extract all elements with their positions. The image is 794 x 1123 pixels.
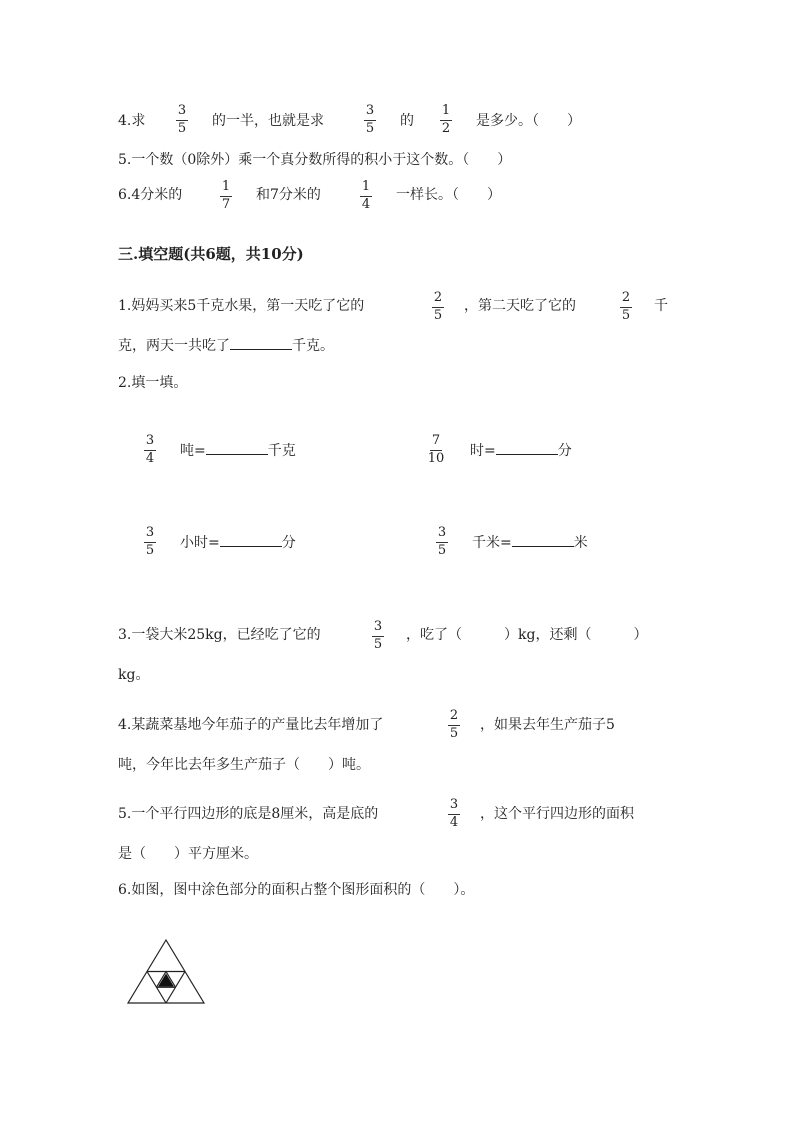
- fill-q1-text-b: ，第二天吃了它的: [464, 298, 576, 314]
- judge-q5-text: 5.一个数（0除外）乘一个真分数所得的积小于这个数。（ ）: [118, 152, 512, 168]
- judge-q4-text-a: 4.求: [118, 113, 146, 129]
- judge-q6-text-b: 和7分米的: [256, 187, 321, 203]
- fill-q1-text-a: 1.妈妈买来5千克水果，第一天吃了它的: [118, 298, 365, 314]
- fill-q2-item2: 时= 分: [470, 440, 572, 460]
- fraction: 1 4: [361, 179, 371, 212]
- triangle-figure: [126, 938, 208, 1006]
- fill-q5-text-b: ，这个平行四边形的面积: [480, 806, 634, 822]
- fraction: 3 5: [437, 525, 447, 558]
- fraction: 2 5: [621, 290, 631, 323]
- fill-q5-text-a: 5.一个平行四边形的底是8厘米，高是底的: [118, 806, 379, 822]
- judge-q4-text-b: 的一半，也就是求: [212, 113, 324, 129]
- fraction: 3 5: [145, 525, 155, 558]
- answer-blank[interactable]: [496, 440, 558, 455]
- answer-blank[interactable]: [512, 532, 574, 547]
- fraction: 3 4: [449, 797, 459, 830]
- answer-blank[interactable]: [230, 335, 292, 350]
- fill-q2-title: 2.填一填。: [118, 375, 188, 391]
- fill-q2-item3: 小时= 分: [180, 532, 296, 552]
- answer-blank[interactable]: [206, 440, 268, 455]
- fill-q4-line2: 吨，今年比去年多生产茄子（ ）吨。: [118, 757, 370, 773]
- fraction: 2 5: [433, 290, 443, 323]
- fraction: 1 2: [441, 103, 451, 136]
- fill-q3-text-b: ，吃了（ ）kg，还剩（ ）: [406, 627, 648, 643]
- fill-q3-line2: kg。: [118, 667, 150, 683]
- fill-q2-item1: 吨= 千克: [180, 440, 296, 460]
- judge-q4-text-c: 的: [400, 113, 414, 129]
- fill-q4-text-b: ，如果去年生产茄子5: [480, 717, 615, 733]
- fill-q2-item4: 千米= 米: [472, 532, 588, 552]
- fill-q6-text: 6.如图，图中涂色部分的面积占整个图形面积的（ ）。: [118, 882, 475, 898]
- judge-q4-text-d: 是多少。（ ）: [476, 113, 581, 129]
- answer-blank[interactable]: [220, 532, 282, 547]
- fill-q1-text-c: 千: [654, 298, 668, 314]
- judge-q6-text-a: 6.4分米的: [118, 187, 183, 203]
- fraction: 7 10: [427, 433, 445, 466]
- fill-q1-line2: 克，两天一共吃了 千克。: [118, 335, 334, 355]
- fraction: 2 5: [449, 708, 459, 741]
- section-heading: 三.填空题(共6题，共10分): [118, 245, 304, 263]
- fraction: 3 5: [373, 619, 383, 652]
- fraction: 3 4: [145, 433, 155, 466]
- fraction: 3 5: [177, 103, 187, 136]
- fill-q3-text-a: 3.一袋大米25kg，已经吃了它的: [118, 627, 321, 643]
- judge-q6-text-c: 一样长。（ ）: [396, 187, 501, 203]
- fill-q5-line2: 是（ ）平方厘米。: [118, 846, 258, 862]
- fraction: 3 5: [365, 103, 375, 136]
- fill-q4-text-a: 4.某蔬菜基地今年茄子的产量比去年增加了: [118, 717, 384, 733]
- fraction: 1 7: [221, 179, 231, 212]
